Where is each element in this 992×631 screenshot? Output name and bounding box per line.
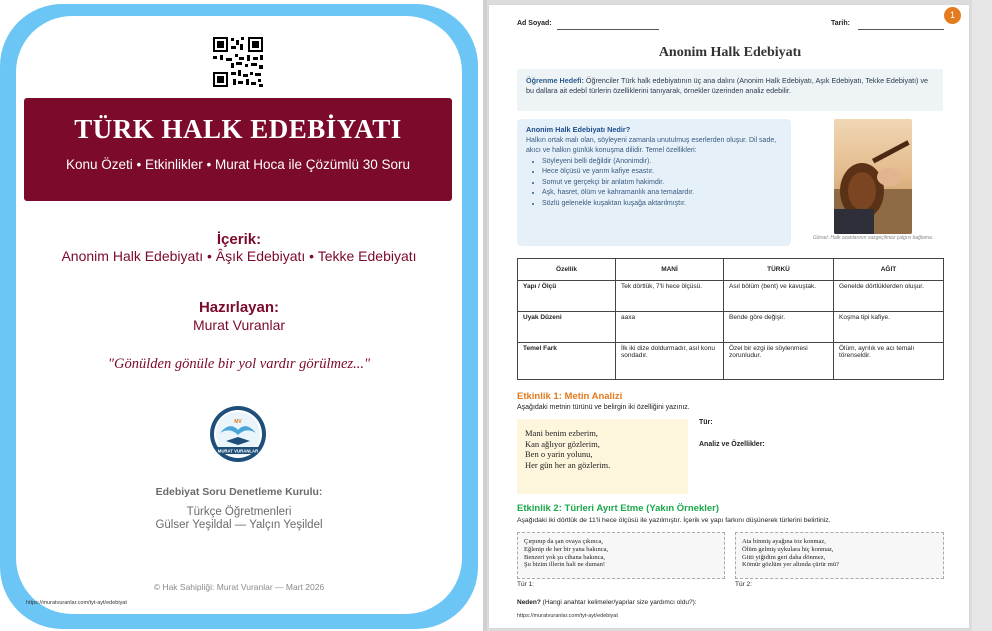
goal-text: Öğrenciler Türk halk edebiyatının üç ana dalını (Anonim Halk Edebiyatı, Aşık Edebiyatı, Tekke Edebiyatı) ve bu dallara ait edebî türlerin özelliklerini tanıyarak, örnekler üzerinden analiz edebilir. [526, 76, 929, 95]
title-banner [24, 98, 452, 201]
table-cell: Ölüm, ayrılık ve acı temalı törenseldir. [834, 343, 944, 380]
table-cell: Tek dörtlük, 7'li hece ölçüsü. [616, 281, 724, 312]
comparison-table [517, 258, 944, 380]
table-header: MANİ [616, 259, 724, 281]
list-item: • Söyleyeni belli değildir (Anonimdir). [542, 157, 782, 168]
date-field[interactable] [858, 29, 944, 30]
name-field[interactable] [557, 29, 659, 30]
type-label: Tür: [699, 419, 713, 426]
table-cell: İlk iki dize doldurmadır, asıl konu sondadır. [616, 343, 724, 380]
contents-list: Anonim Halk Edebiyatı • Âşık Edebiyatı • Tekke Edebiyatı [61, 248, 417, 264]
definition-title: Anonim Halk Edebiyatı Nedir? [526, 125, 631, 134]
learning-goal-box [517, 69, 943, 111]
poem-line: Eğlenip de her bir yana bakınca, [524, 545, 609, 553]
reason-text: (Hangi anahtar kelimeler/yapılar size yardımcı oldu?): [542, 599, 697, 606]
table-cell: Koşma tipi kafiye. [834, 312, 944, 343]
qr-code [207, 32, 269, 92]
table-row [518, 281, 944, 312]
date-label: Tarih: [831, 20, 850, 27]
type-2-label: Tür 2: [735, 581, 752, 588]
table-cell: Asıl bölüm (bent) ve kavuştak. [724, 281, 834, 312]
cover-page [0, 0, 483, 631]
table-header-row [518, 259, 944, 281]
poem-line: Ben o yarin yolunu, [525, 449, 593, 459]
board-line-2: Gülser Yeşildal — Yalçın Yeşildel [155, 519, 323, 531]
poem-line: Benzeri yok şu cihana bakınca, [524, 553, 606, 561]
list-item: • Sözlü gelenekle kuşaktan kuşağa aktarılmıştır. [542, 199, 782, 210]
activity-1-instructions: Aşağıdaki metnin türünü ve belirgin iki özelliğini yazınız. [517, 404, 690, 411]
worksheet-page [488, 4, 970, 629]
table-header: Özellik [518, 259, 616, 281]
table-cell: Temel Fark [518, 343, 616, 380]
baglama-photo [834, 119, 912, 234]
table-row [518, 343, 944, 380]
worksheet-url[interactable]: https://muratvuranlar.com/tyt-ayt/edebiyat [517, 613, 618, 619]
features-list [542, 157, 782, 210]
poem-box-2 [517, 532, 725, 579]
cover-quote: "Gönülden gönüle bir yol vardır görülmez..." [107, 356, 371, 372]
activity-2-instructions: Aşağıdaki iki dörtlük de 11'li hece ölçüsü ile yazılmıştır. İçerik ve yapı farkını düşünerek türlerini belirtiniz. [517, 517, 831, 524]
poem-line: Gitti yiğidim geri daha dönmez, [742, 553, 826, 561]
name-label: Ad Soyad: [517, 20, 552, 27]
activity-2-title: Etkinlik 2: Türleri Ayırt Etme (Yakın Örnekler) [517, 503, 720, 514]
cover-subtitle: Konu Özeti • Etkinlikler • Murat Hoca ile Çözümlü 30 Soru [65, 157, 411, 172]
poem-line: Çırpınıp da şan ovaya çıkınca, [524, 538, 603, 545]
list-item: • Somut ve gerçekçi bir anlatım hakimdir. [542, 178, 782, 189]
worksheet-title: Anonim Halk Edebiyatı [658, 45, 802, 60]
author-name: Murat Vuranlar [192, 317, 286, 333]
table-cell: Uyak Düzeni [518, 312, 616, 343]
poem-line: Kan ağlıyor gözlerim, [525, 438, 600, 449]
analysis-label: Analiz ve Özellikler: [699, 441, 765, 448]
table-cell: Bende göre değişir. [724, 312, 834, 343]
definition-box [517, 119, 791, 246]
svg-text:MV: MV [234, 419, 242, 425]
poem-line: Şu bizim illerin hali ne duman! [524, 561, 606, 569]
svg-text:MURAT VURANLAR: MURAT VURANLAR [217, 448, 259, 454]
author-logo [206, 403, 270, 465]
poem-line: Mani benim ezberim, [525, 428, 598, 438]
reason-label: Neden? [517, 599, 541, 606]
board-line-1: Türkçe Öğretmenleri [186, 506, 292, 518]
page-number-badge: 1 [944, 7, 961, 24]
poem-line: Her gün her an gözlerim. [525, 459, 611, 470]
photo-caption: Görsel: Halk ozanlarının vazgeçilmez çalgısı bağlama. [812, 235, 934, 241]
table-row [518, 312, 944, 343]
definition-text: Halkın ortak malı olan, söyleyeni zamanla unutulmuş eserlerden oluşur. Dil sade, akıcı ve halkın günlük konuşma dilidir. Temel özellikleri: [526, 136, 777, 154]
scrollbar[interactable] [972, 0, 992, 631]
board-heading: Edebiyat Soru Denetleme Kurulu: [155, 486, 323, 498]
poem-box-1 [517, 419, 688, 494]
list-item: • Hece ölçüsü ve yarım kafiye esastır. [542, 167, 782, 178]
table-cell: Genelde dörtlüklerden oluşur. [834, 281, 944, 312]
poem-line: Ata binmiş ayağına toz konmaz, [742, 538, 826, 545]
table-cell: Yapı / Ölçü [518, 281, 616, 312]
table-cell: aaxa [616, 312, 724, 343]
prepared-heading: Hazırlayan: [198, 299, 280, 316]
poem-box-3 [735, 532, 944, 579]
type-1-label: Tür 1: [517, 581, 534, 588]
cover-url[interactable]: https://muratvuranlar.com/tyt-ayt/edebiyat [26, 600, 127, 606]
goal-label: Öğrenme Hedefi: [526, 76, 584, 85]
contents-heading: İçerik: [216, 231, 262, 248]
page-divider [483, 0, 487, 631]
table-header: AĞIT [834, 259, 944, 281]
activity-1-title: Etkinlik 1: Metin Analizi [517, 391, 623, 402]
table-cell: Özel bir ezgi ile söylenmesi zorunludur. [724, 343, 834, 380]
table-header: TÜRKÜ [724, 259, 834, 281]
poem-line: Ölüm gelmiş uykulara hiç konmaz, [742, 545, 834, 553]
poem-line: Kömür gözlüm yer altında çürür mü? [742, 561, 839, 569]
list-item: • Aşk, hasret, ölüm ve kahramanlık ana temalardır. [542, 188, 782, 199]
copyright-text: © Hak Sahipliği: Murat Vuranlar — Mart 2026 [153, 582, 325, 592]
reason-prompt [517, 599, 697, 606]
cover-title: TÜRK HALK EDEBİYATI [74, 114, 402, 144]
